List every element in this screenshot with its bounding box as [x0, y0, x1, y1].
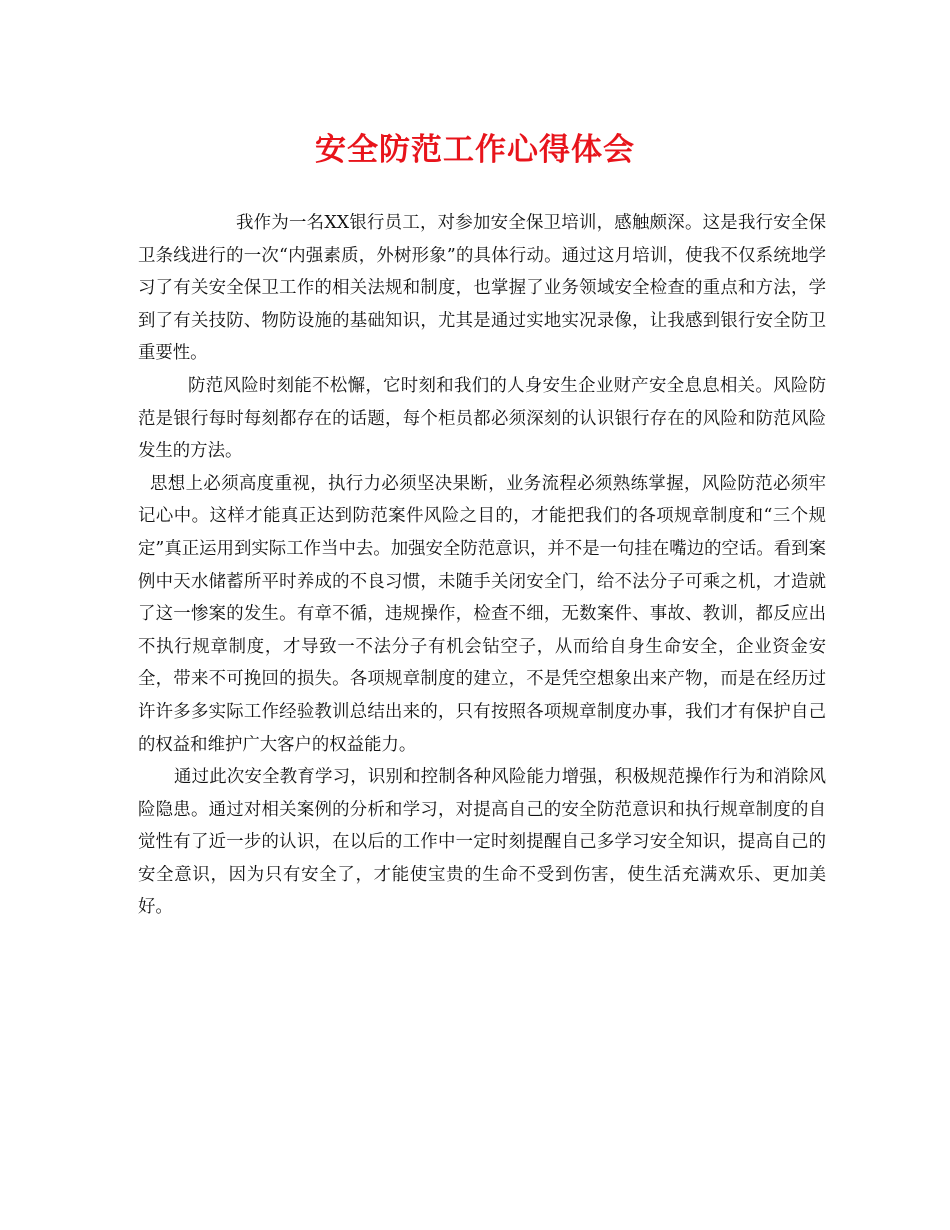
document-body — [138, 207, 826, 924]
paragraph-1: 我作为一名XX银行员工，对参加安全保卫培训，感触颇深。这是我行安全保卫条线进行的一次“内强素质，外树形象”的具体行动。通过这月培训，使我不仅系统地学习了有关安全保卫工作的相关法规和制度，也掌握了业务领域安全检查的重点和方法，学到了有关技防、物防设施的基础知识，尤其是通过实地实况录像，让我感到银行安全防卫重要性。 — [138, 213, 826, 364]
paragraph-4: 通过此次安全教育学习，识别和控制各种风险能力增强，积极规范操作行为和消除风险隐患。通过对相关案例的分析和学习，对提高自己的安全防范意识和执行规章制度的自觉性有了近一步的认识，在以后的工作中一定时刻提醒自己多学习安全知识，提高自己的安全意识，因为只有安全了，才能使宝贵的生命不受到伤害，使生活充满欢乐、更加美好。 — [138, 767, 826, 918]
document-title: 安全防范工作心得体会 — [315, 132, 635, 168]
paragraph-3: 思想上必须高度重视，执行力必须坚决果断，业务流程必须熟练掌握，风险防范必须牢记心中。这样才能真正达到防范案件风险之目的，才能把我们的各项规章制度和“三个规定”真正运用到实际工作当中去。加强安全防范意识，并不是一句挂在嘴边的空话。看到案例中天水储蓄所平时养成的不良习惯，未随手关闭安全门，给不法分子可乘之机，才造就了这一惨案的发生。有章不循，违规操作，检查不细，无数案件、事故、教训，都反应出不执行规章制度，才导致一不法分子有机会钻空子，从而给自身生命安全，企业资金安全，带来不可挽回的损失。各项规章制度的建立，不是凭空想象出来产物，而是在经历过许许多多实际工作经验教训总结出来的，只有按照各项规章制度办事，我们才有保护自己的权益和维护广大客户的权益能力。 — [138, 473, 826, 755]
paragraph-2: 防范风险时刻能不松懈，它时刻和我们的人身安生企业财产安全息息相关。风险防范是银行每时每刻都存在的话题，每个柜员都必须深刻的认识银行存在的风险和防范风险发生的方法。 — [138, 375, 826, 462]
